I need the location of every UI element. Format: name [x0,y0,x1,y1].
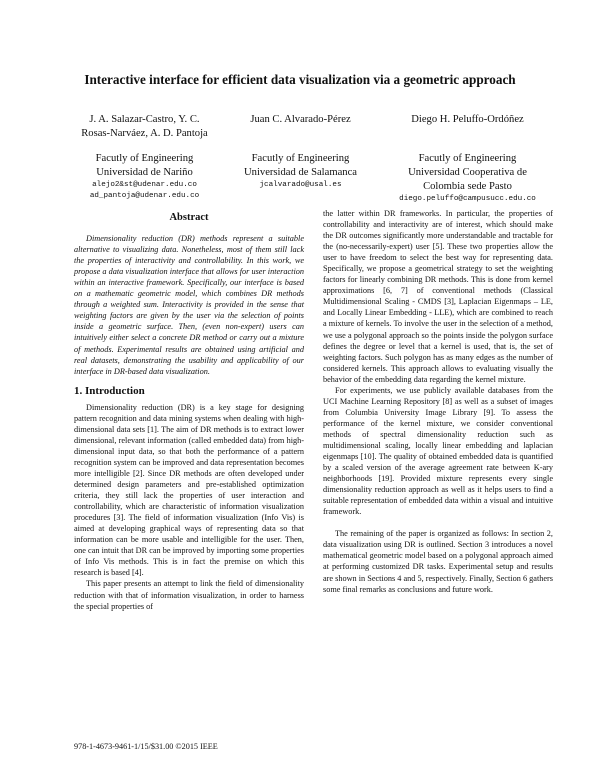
author-2-email: jcalvarado@usal.es [259,181,342,189]
author-1-email-1: alejo2&st@udenar.edu.co [92,181,197,189]
right-paragraph-2: For experiments, we use publicly available databases from the UCI Machine Learning Repository [8] as well as a subset of images from Columbia University Image Library [9]. To assess the performance of the kernel mixture, we consider conventional methods of spectral dimensionality reduction such as multidimensional scaling, locally linear embedding and laplacian eigenmaps [10]. The quality of obtained embedded data is quantified by a scaled version of the average agreement rate between K-ary neighborhoods [19]. Provided mixture represents every single dimensionality reduction approach as well as it helps users to find a suitable representation of embedded data within a visual and intuitive framework. [323,385,553,517]
author-3-affiliation-line-3: Colombia sede Pasto [423,181,512,192]
intro-paragraph-2: This paper presents an attempt to link the field of dimensionality reduction with that of information visualization, in order to harness the special properties of [74,579,304,611]
right-column [323,208,553,595]
author-1-email-2: ad_pantoja@udenar.edu.co [89,192,200,200]
author-block-2 [228,113,373,191]
author-2-affiliation-line-1: Facutly of Engineering [251,153,350,164]
section-heading-introduction: 1. Introduction [74,384,145,397]
author-2-affiliation-line-2: Universidad de Salamanca [244,167,357,178]
author-block-3 [380,113,555,205]
author-1-name-line-1: J. A. Salazar-Castro, Y. C. [89,114,200,125]
author-3-affiliation-line-2: Universidad Cooperativa de [408,167,527,178]
author-2-name: Juan C. Alvarado-Pérez [250,114,351,125]
copyright-footer: 978-1-4673-9461-1/15/$31.00 ©2015 IEEE [74,742,218,751]
author-3-affiliation-line-1: Facutly of Engineering [418,153,517,164]
left-column [74,212,304,612]
author-3-email: diego.peluffo@campusucc.edu.co [399,195,536,203]
abstract-text: Dimensionality reduction (DR) methods represent a suitable alternative to visualizing data. Nonetheless, most of them still lack the properties of interactivity and controllability. In this work, we propose a data visualization interface that allows for user interaction within an interactive framework. Specifically, our interface is based on a mathematic geometric model, which combines DR methods through a weighted sum. Interactivity is provided in the sense that weighting factors are given by the user via the selection of points inside a geometric surface. Then, (even non-expert) users can intuitively either select a concrete DR method or carry out a mixture of methods. Experimental results are obtained using artificial and real datasets, demonstrating the usability and applicability of our interface in DR-based data visualization. [74,234,304,376]
author-1-affiliation-line-1: Facutly of Engineering [95,153,194,164]
author-1-name-line-2: Rosas-Narváez, A. D. Pantoja [81,128,208,139]
author-3-name: Diego H. Peluffo-Ordóñez [411,114,524,125]
author-1-affiliation-line-2: Universidad de Nariño [96,167,193,178]
author-block-1 [52,113,237,202]
right-paragraph-3: The remaining of the paper is organized as follows: In section 2, data visualization using DR is outlined. Section 3 introduces a novel mathematical geometric model based on a polygonal approach aimed at performing customized DR tasks. Experimental setup and results are shown in Sections 4 and 5, respectively. Finally, Section 6 gathers some final remarks as conclusions and future work. [323,529,553,594]
right-paragraph-1: the latter within DR frameworks. In particular, the properties of controllability and interactivity are of interest, which should make the DR outcomes significantly more understandable and tractable for the (no-necessarily-expert) user [5]. These two properties allow the user to have freedom to select the best way for representing data. Specifically, we propose a geometrical strategy to set the weighting factors for linearly combining DR methods. This is done from kernel approximations [6, 7] of conventional methods (Classical Multidimensional Scaling - CMDS [3], Laplacian Eigenmaps – LE, and Locally Linear Embedding - LLE), which are combined to reach a mixture of kernels. To involve the user in the selection of a method, we use a polygonal approach so the points inside the polygon surface defines the degree or level that a kernel is used, that is, the set of weighting factors. Such polygon has as many edges as the number of considered kernels. This approach allows to evaluating visually the behavior of the embedding data regarding the kernel mixture. [323,209,553,384]
intro-paragraph-1: Dimensionality reduction (DR) is a key stage for designing pattern recognition and data mining systems when dealing with high-dimensional data sets [1]. The aim of DR methods is to extract lower dimensional, relevant information (called embedded data) from high-dimensional input data, so that both the performance of a pattern recognition system can be improved and data representation becomes more intelligible [2]. Since DR methods are often developed under determined design parameters and pre-established optimization criteria, they still lack the properties of user interaction and controllability, which are characteristic of information visualization procedures [3]. The field of information visualization (Info Vis) is aimed at developing graphical ways of representing data so that information can be more usable and intelligible for the user. Then, one can intuit that DR can be improved by importing some properties of Info Vis methods. This is in fact the premise on which this research is based [4]. [74,402,304,578]
abstract-heading: Abstract [169,212,209,223]
paper-title: Interactive interface for efficient data visualization via a geometric approach [84,72,516,87]
